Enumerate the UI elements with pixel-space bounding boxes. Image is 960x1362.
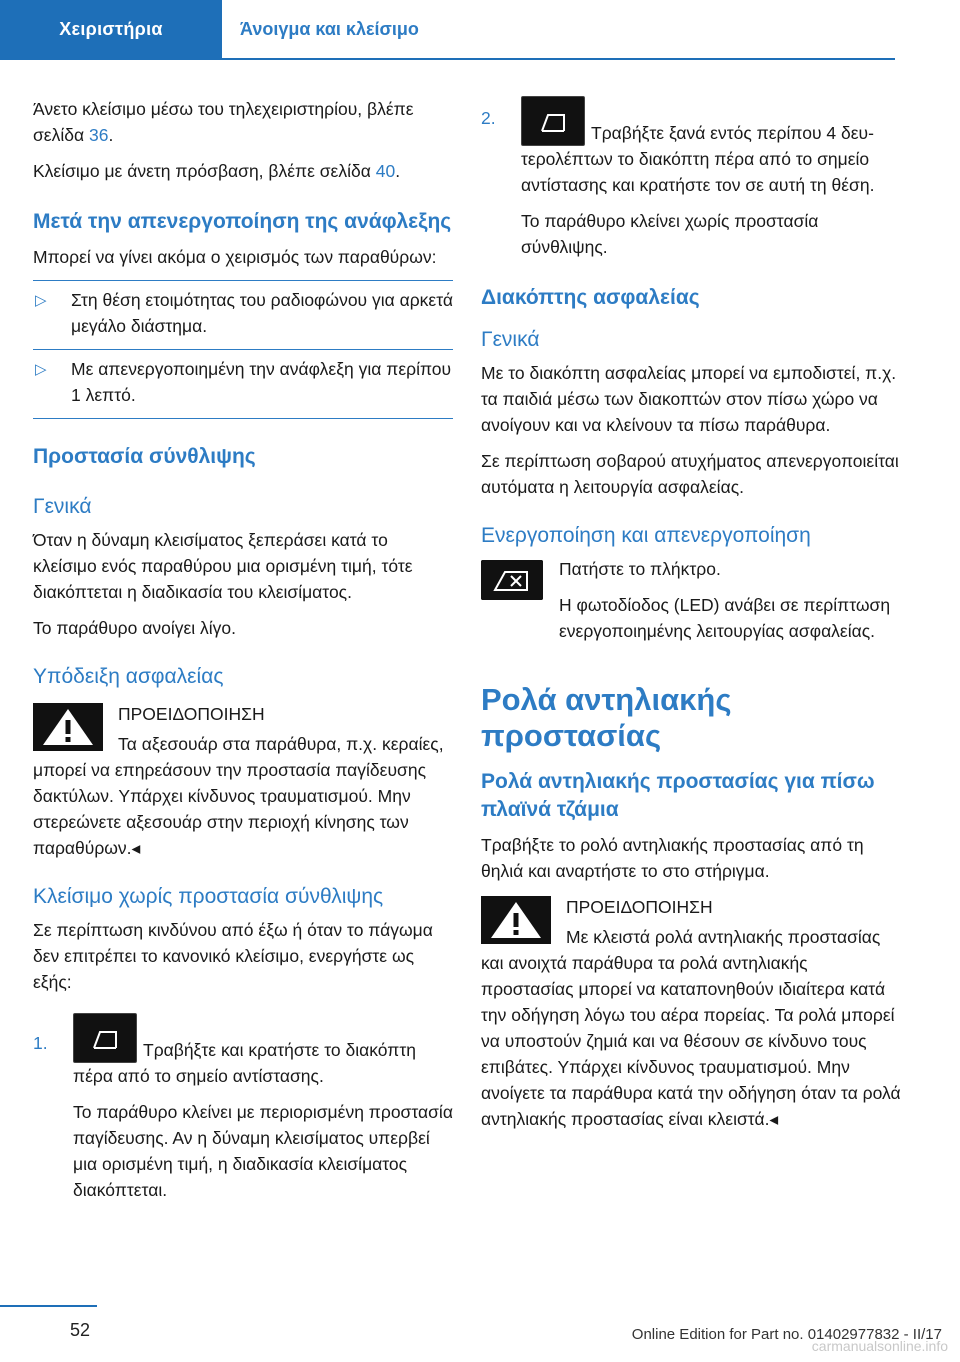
steps-list-continued (481, 96, 901, 260)
safety-switch-text-2: Σε περίπτωση σοβαρού ατυχήματος απενεργοποιείται αυτόματα η λειτουργία ασφαλείας. (481, 451, 899, 497)
edition-info: Online Edition for Part no. 01402977832 - II/17 (631, 1326, 942, 1343)
warning-first-line: Με κλειστά ρολά αντηλιακής προστασίας (566, 927, 881, 947)
subsection-title-general: Γενικά (481, 328, 540, 351)
window-switch-icon (521, 96, 585, 146)
step-item-2: 2. Τραβήξτε ξανά εντός περίπου 4 δευτερολέπτων το διακόπτη πέρα από το σημείο αντίστασης και κρατήστε τον σε αυτή τη θέση. Το παράθυρο κλείνει χωρίς προστασία σύνθλιψης. (481, 96, 901, 260)
step-number: 2. (481, 108, 496, 128)
warning-text: και ανοιχτά παράθυρα τα ρολά αντηλιακής προστασίας μπορεί να καταπονηθούν ιδιαίτερα κατά την οδήγηση λόγω του αέρα πορείας. Τα ρολά μπορεί να υποστούν ζημιά και να θέσουν σε κίνδυνο τους επιβάτες. Υπάρχει κίνδυνος τραυματισμού. Μην ανοίγετε τα παράθυρα κατά την οδήγηση όταν τα ρολά αντηλιακής προστασίας είναι κλειστά.◂ (481, 953, 901, 1129)
header-tabs (0, 0, 895, 58)
watermark: carmanualsonline.info (811, 1338, 948, 1354)
warning-block (33, 701, 453, 761)
safety-switch-key-icon (481, 560, 543, 600)
subsection-title-safety-note: Υπόδειξη ασφαλείας (33, 665, 224, 688)
warning-block (481, 894, 901, 954)
footer-divider (0, 1305, 97, 1307)
subsection-title-general: Γενικά (33, 495, 92, 518)
subsection-title-activation: Ενεργοποίηση και απενεργοποίηση (481, 524, 811, 547)
warning-first-line: Τα αξεσουάρ στα παράθυρα, π.χ. κεραίες, (118, 734, 444, 754)
list-item: ▷ Με απενεργοποιημένη την ανάφλεξη για περίπου 1 λεπτό. (33, 349, 453, 419)
safety-switch-text-1: Με το διακόπτη ασφαλείας μπορεί να εμποδιστεί, π.χ. τα παιδιά μέσω των διακοπτών στον πίσω χώρο να ανοίγουν και να κλείνουν τα πίσω παράθυρα. (481, 363, 897, 435)
page-link-40[interactable]: 40 (375, 161, 396, 181)
list-item: ▷ Στη θέση ετοιμότητας του ραδιοφώνου για αρκετά μεγάλο διάστημα. (33, 280, 453, 349)
subsection-title-rear-side-blinds: Ρολά αντηλιακής προστασίας για πίσω πλαϊνά τζάμια (481, 770, 875, 821)
closing-without-pinch-text: Σε περίπτωση κινδύνου από έξω ή όταν το πάγωμα δεν επιτρέπει το κανονικό κλείσιμο, ενεργήστε ως εξής: (33, 920, 433, 992)
sun-blinds-text: Τραβήξτε το ρολό αντηλιακής προστασίας από τη θηλιά και αναρτήστε το στο στήριγμα. (481, 835, 864, 881)
window-switch-icon (73, 1013, 137, 1063)
left-column (33, 96, 453, 1213)
pinch-general-text-1: Όταν η δύναμη κλεισίματος ξεπεράσει κατά το κλείσιμο ενός παραθύρου μια ορισμένη τιμή, τότε διακόπτεται η διαδικασία του κλεισίματος. (33, 530, 413, 602)
pinch-general-text-2: Το παράθυρο ανοίγει λίγο. (33, 618, 237, 638)
intro-paragraph-1: Άνετο κλείσιμο μέσω του τηλεχειριστηρίου, βλέπε σελίδα 36. (33, 99, 414, 145)
page-number: 52 (70, 1320, 91, 1340)
section-title-pinch-protection: Προστασία σύνθλιψης (33, 445, 256, 468)
warning-label: ΠΡΟΕΙΔΟΠΟΙΗΣΗ (118, 704, 265, 724)
section-title-after-ignition: Μετά την απενεργοποίηση της ανάφλεξης (33, 210, 452, 233)
step-2-note: Το παράθυρο κλείνει χωρίς προστασία σύνθλιψης. (521, 211, 819, 257)
triangle-bullet-icon: ▷ (35, 361, 47, 378)
after-ignition-list (33, 280, 453, 419)
after-ignition-text: Μπορεί να γίνει ακόμα ο χειρισμός των παραθύρων: (33, 247, 437, 267)
step-item-1: 1. Τραβήξτε και κρατήστε το διακόπτη πέρα από το σημείο αντίστασης. Το παράθυρο κλείνει με περιορισμένη προστασία παγίδευσης. Αν η δύναμη κλεισίματος υπερβεί μια ορισμένη τιμή, η διαδικασία κλεισίματος διακόπτεται. (33, 1013, 453, 1203)
warning-triangle-icon (33, 703, 103, 751)
triangle-bullet-icon: ▷ (35, 292, 47, 309)
tab-opening-closing[interactable]: Άνοιγμα και κλείσιμο (240, 18, 419, 39)
right-column (481, 96, 901, 1142)
tab-controls[interactable]: Χειριστήρια (0, 0, 222, 58)
warning-triangle-icon (481, 896, 551, 944)
section-title-safety-switch: Διακόπτης ασφαλείας (481, 286, 700, 309)
section-title-sun-blinds: Ρολά αντηλιακής προστασίας (481, 682, 732, 753)
intro-paragraph-2: Κλείσιμο με άνετη πρόσβαση, βλέπε σελίδα 40. (33, 161, 401, 181)
activation-text-2: Η φωτοδίοδος (LED) ανάβει σε περίπτωση ενεργοποιημένης λειτουργίας ασφαλείας. (559, 595, 891, 641)
step-1-note: Το παράθυρο κλείνει με περιορισμένη προστασία παγίδευσης. Αν η δύναμη κλεισίματος υπερβεί μια ορισμένη τιμή, η διαδικασία κλεισίματος διακόπτεται. (73, 1102, 453, 1200)
steps-list (33, 1013, 453, 1203)
warning-label: ΠΡΟΕΙΔΟΠΟΙΗΣΗ (566, 897, 713, 917)
page-link-36[interactable]: 36 (88, 125, 109, 145)
warning-text: μπορεί να επηρεάσουν την προστασία παγίδευσης δακτύλων. Υπάρχει κίνδυνος τραυματισμού. Μην στερεώνετε αξεσουάρ στην περιοχή κίνησης των παραθύρων.◂ (33, 760, 427, 858)
step-number: 1. (33, 1033, 48, 1053)
subsection-title-closing-without-pinch: Κλείσιμο χωρίς προστασία σύνθλιψης (33, 885, 384, 908)
activation-text-1: Πατήστε το πλήκτρο. (559, 559, 721, 579)
header-divider (0, 58, 895, 60)
safety-key-row (481, 556, 901, 582)
